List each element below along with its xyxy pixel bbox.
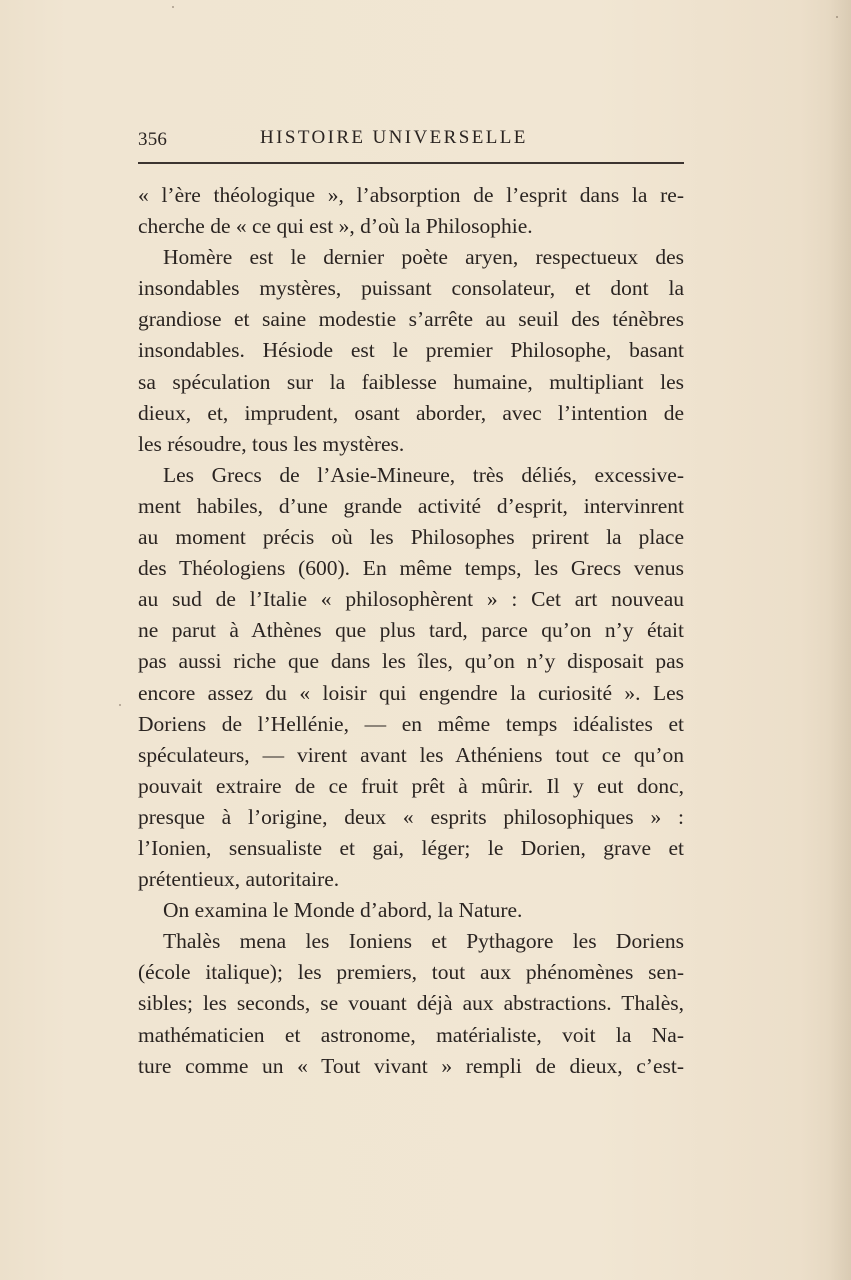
- text-line: ture comme un « Tout vivant » rempli de dieux, c’est-: [138, 1053, 684, 1078]
- text-line: pouvait extraire de ce fruit prêt à mûrir. Il y eut donc,: [138, 773, 684, 798]
- text-line: On examina le Monde d’abord, la Nature.: [163, 898, 523, 923]
- text-line: encore assez du « loisir qui engendre la curiosité ». Les: [138, 680, 684, 705]
- text-line: Homère est le dernier poète aryen, respectueux des: [163, 245, 684, 270]
- text-line: dieux, et, imprudent, osant aborder, avec l’intention de: [138, 400, 684, 425]
- header-rule: [138, 162, 684, 164]
- running-head: [138, 126, 684, 152]
- text-line: Thalès mena les Ioniens et Pythagore les Doriens: [163, 929, 684, 954]
- text-line: au sud de l’Italie « philosophèrent » : Cet art nouveau: [138, 587, 684, 612]
- text-line: pas aussi riche que dans les îles, qu’on n’y disposait pas: [138, 649, 684, 674]
- paper-speck: [119, 704, 121, 706]
- running-title: HISTOIRE UNIVERSELLE: [260, 127, 528, 148]
- text-line: les résoudre, tous les mystères.: [138, 431, 405, 456]
- text-line: « l’ère théologique », l’absorption de l’esprit dans la re-: [138, 183, 684, 207]
- page-edge-shadow: [829, 0, 851, 1280]
- text-line: sa spéculation sur la faiblesse humaine, multipliant les: [138, 369, 684, 394]
- paper-speck: [836, 16, 838, 18]
- text-line: prétentieux, autoritaire.: [138, 867, 340, 892]
- text-line: sibles; les seconds, se vouant déjà aux abstractions. Thalès,: [138, 991, 684, 1016]
- text-line: ne parut à Athènes que plus tard, parce qu’on n’y était: [138, 618, 684, 643]
- text-line: au moment précis où les Philosophes prirent la place: [138, 525, 684, 550]
- text-line: (école italique); les premiers, tout aux phénomènes sen-: [138, 960, 684, 985]
- text-line: l’Ionien, sensualiste et gai, léger; le Dorien, grave et: [138, 835, 684, 860]
- text-line: presque à l’origine, deux « esprits philosophiques » :: [138, 804, 684, 829]
- text-line: Les Grecs de l’Asie-Mineure, très déliés, excessive-: [163, 462, 684, 487]
- text-line: insondables. Hésiode est le premier Philosophe, basant: [138, 338, 684, 363]
- text-line: Doriens de l’Hellénie, — en même temps idéalistes et: [138, 711, 684, 736]
- text-line: mathématicien et astronome, matérialiste, voit la Na-: [138, 1022, 684, 1047]
- text-line: ment habiles, d’une grande activité d’esprit, intervinrent: [138, 493, 684, 518]
- page-number: 356: [138, 129, 168, 150]
- text-line: des Théologiens (600). En même temps, les Grecs venus: [138, 556, 684, 581]
- text-line: insondables mystères, puissant consolateur, et dont la: [138, 276, 684, 301]
- text-line: cherche de « ce qui est », d’où la Philosophie.: [138, 214, 533, 239]
- paper-speck: [172, 6, 174, 8]
- text-line: spéculateurs, — virent avant les Athéniens tout ce qu’on: [138, 742, 684, 767]
- body-text: [138, 180, 684, 1082]
- text-line: grandiose et saine modestie s’arrête au seuil des ténèbres: [138, 307, 684, 332]
